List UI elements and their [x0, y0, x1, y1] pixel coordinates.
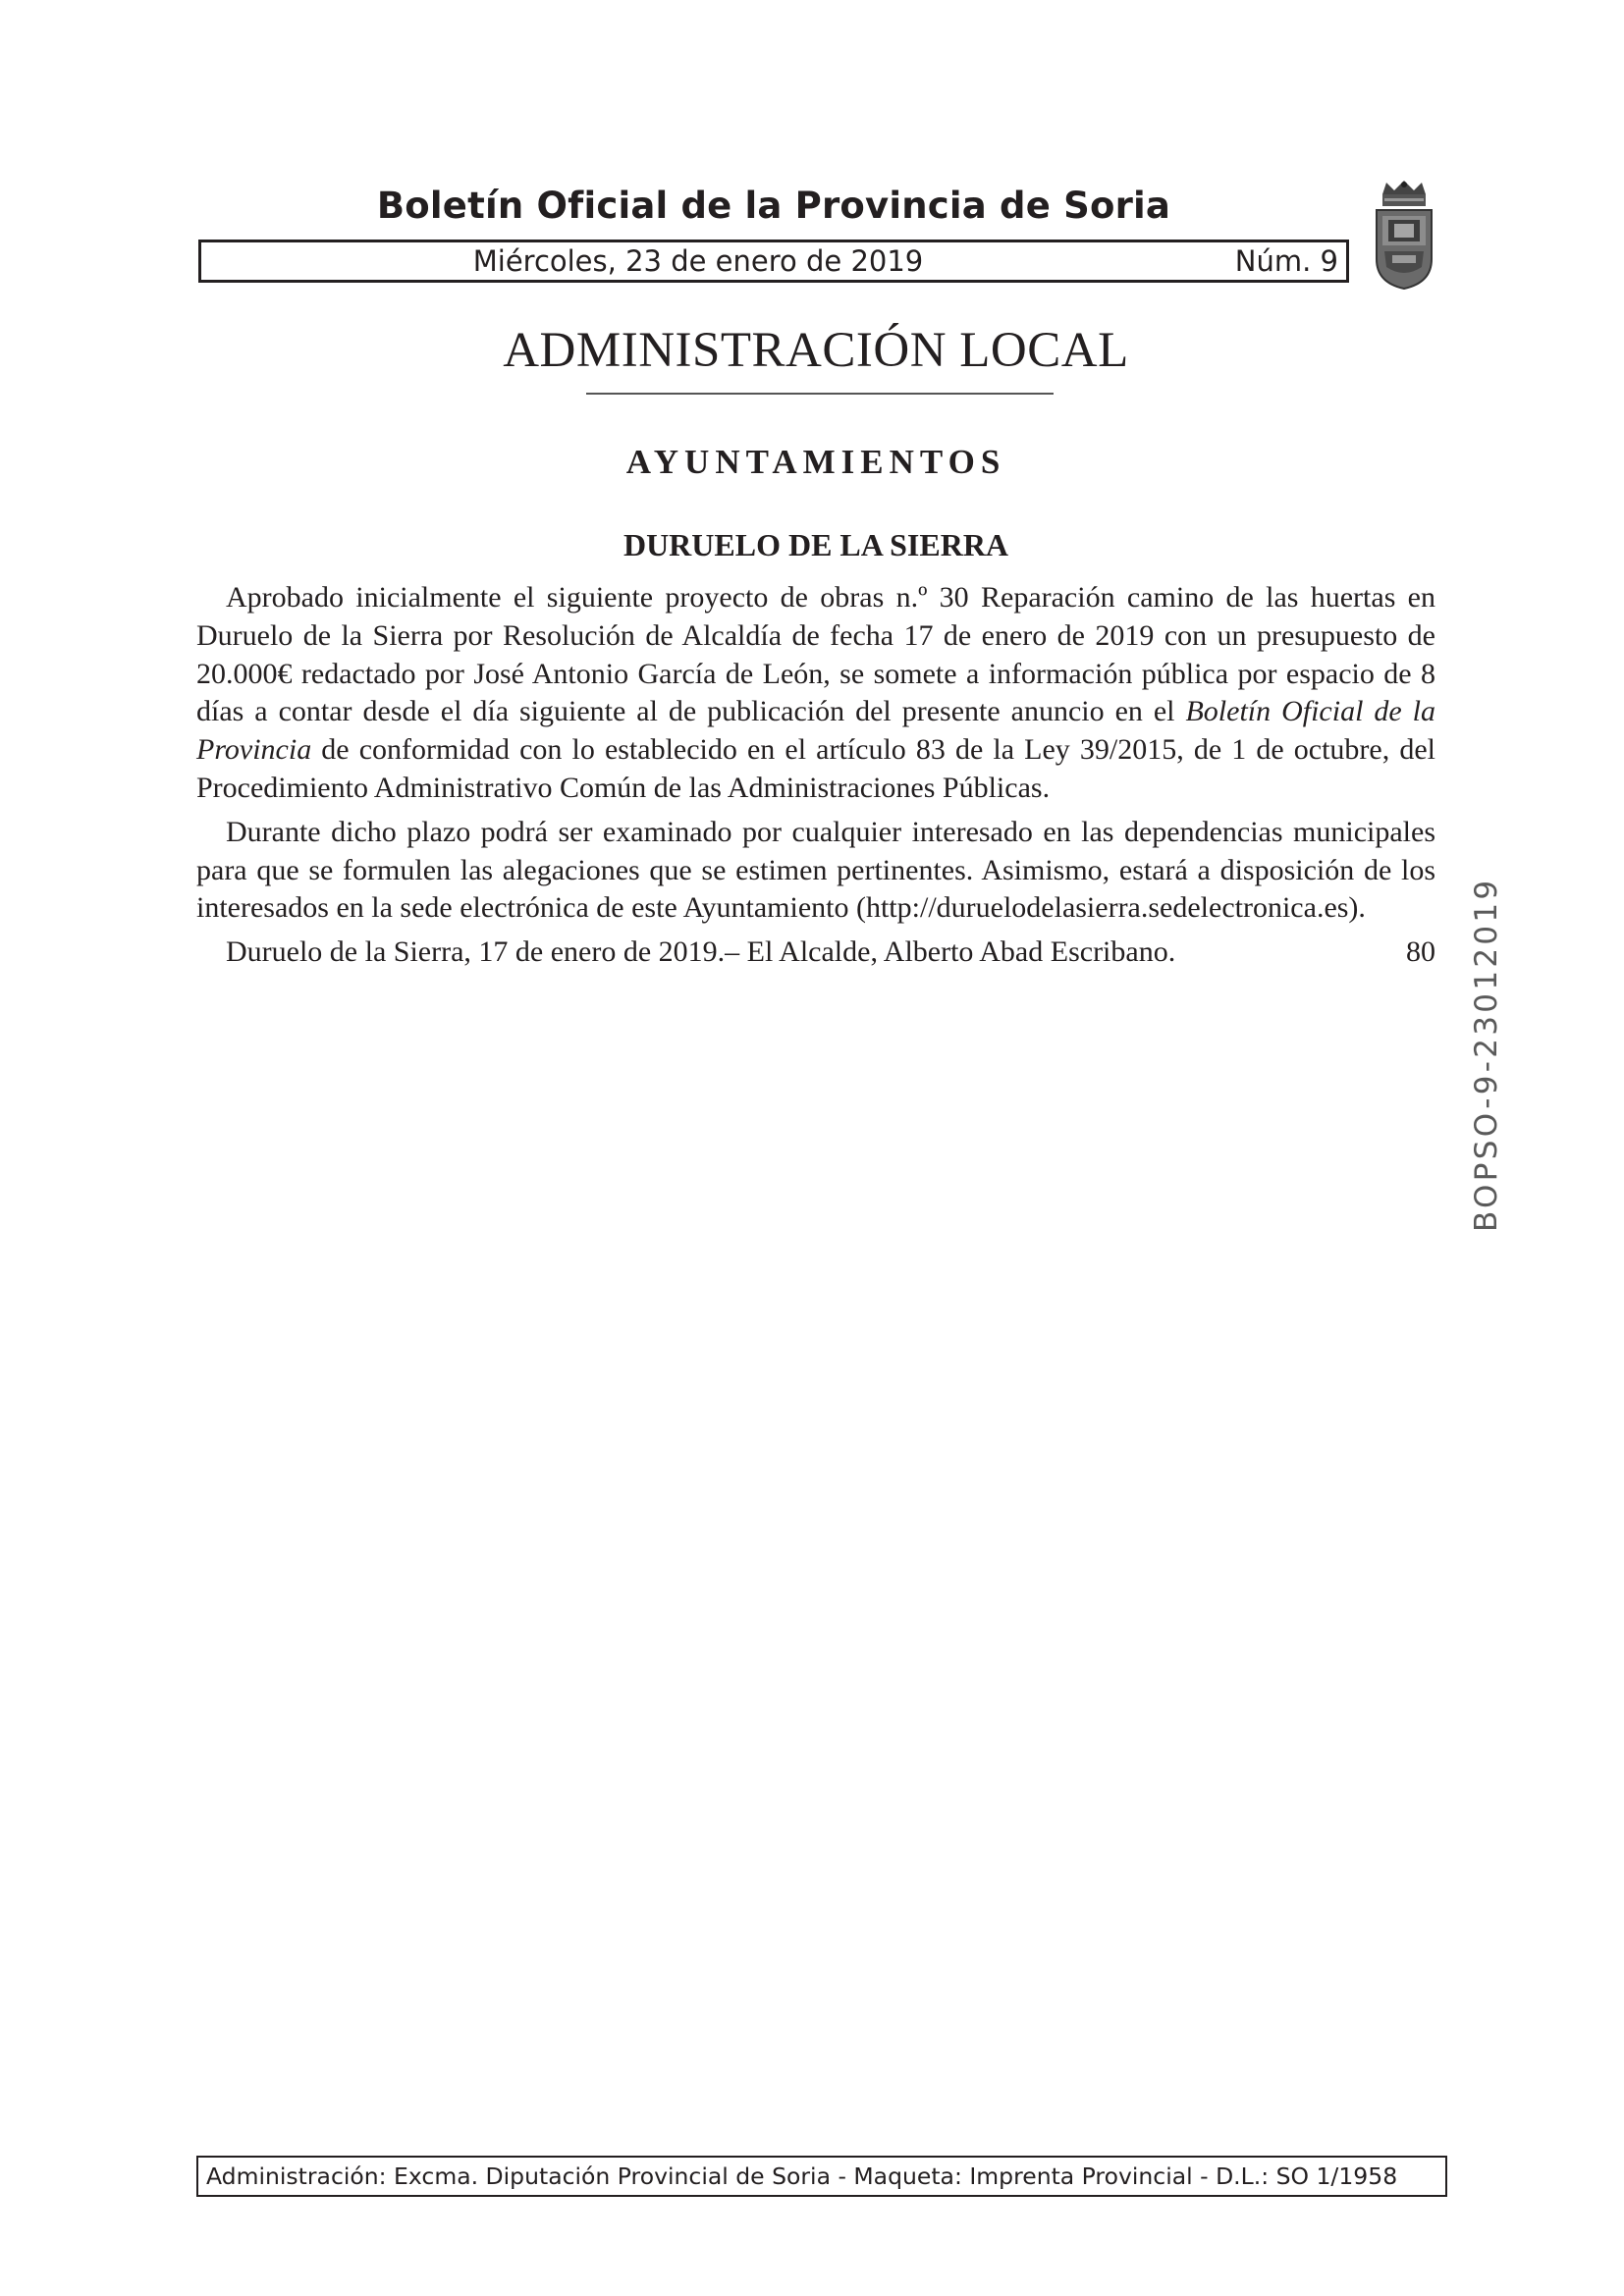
side-document-code: BOPSO-9-23012019	[1469, 877, 1504, 1232]
masthead-title: Boletín Oficial de la Provincia de Soria	[376, 185, 1171, 227]
issue-number: Núm. 9	[1234, 244, 1338, 278]
announcement-paragraph-2: Durante dicho plazo podrá ser examinado por cualquier interesado en las dependencias municipales para que se formulen las alegaciones que se estimen pertinentes. Asimismo, estará a disposición de los interesados en la sede electrónica de este Ayuntamiento (http://duruelodelasierra.sedelectronica.es).	[196, 815, 1435, 925]
signature-line	[196, 934, 1435, 972]
signature-text: Duruelo de la Sierra, 17 de enero de 2019.– El Alcalde, Alberto Abad Escribano.	[226, 935, 1176, 969]
entity-title: DURUELO DE LA SIERRA	[623, 527, 1009, 562]
section-title: ADMINISTRACIÓN LOCAL	[503, 323, 1129, 378]
reference-number: 80	[1406, 935, 1435, 969]
subsection-title: AYUNTAMIENTOS	[625, 443, 1006, 481]
masthead-date-box	[198, 240, 1349, 283]
bulletin-name-italic: Boletín Oficial de la Provincia	[196, 695, 1435, 767]
issue-date: Miércoles, 23 de enero de 2019	[472, 244, 924, 278]
coat-of-arms-icon	[1373, 181, 1435, 291]
section-divider	[586, 393, 1054, 395]
announcement-body	[196, 579, 1435, 972]
paragraph-1-text-a: Aprobado inicialmente el siguiente proyecto de obras n.º 30 Reparación camino de las huertas en Duruelo de la Sierra por Resolución de Alcaldía de fecha 17 de enero de 2019 con un presupuesto de 20.000€ redactado por José Antonio García de León, se somete a información pública por espacio de 8 días a contar desde el día siguiente al de publicación del presente anuncio en el	[196, 581, 1435, 728]
footer-box: Administración: Excma. Diputación Provincial de Soria - Maqueta: Imprenta Provincial - D.L.: SO 1/1958	[196, 2156, 1447, 2197]
paragraph-1-text-b: de conformidad con lo establecido en el artículo 83 de la Ley 39/2015, de 1 de octubre, del Procedimiento Administrativo Común de las Administraciones Públicas.	[196, 733, 1435, 804]
announcement-paragraph-1	[196, 579, 1435, 808]
